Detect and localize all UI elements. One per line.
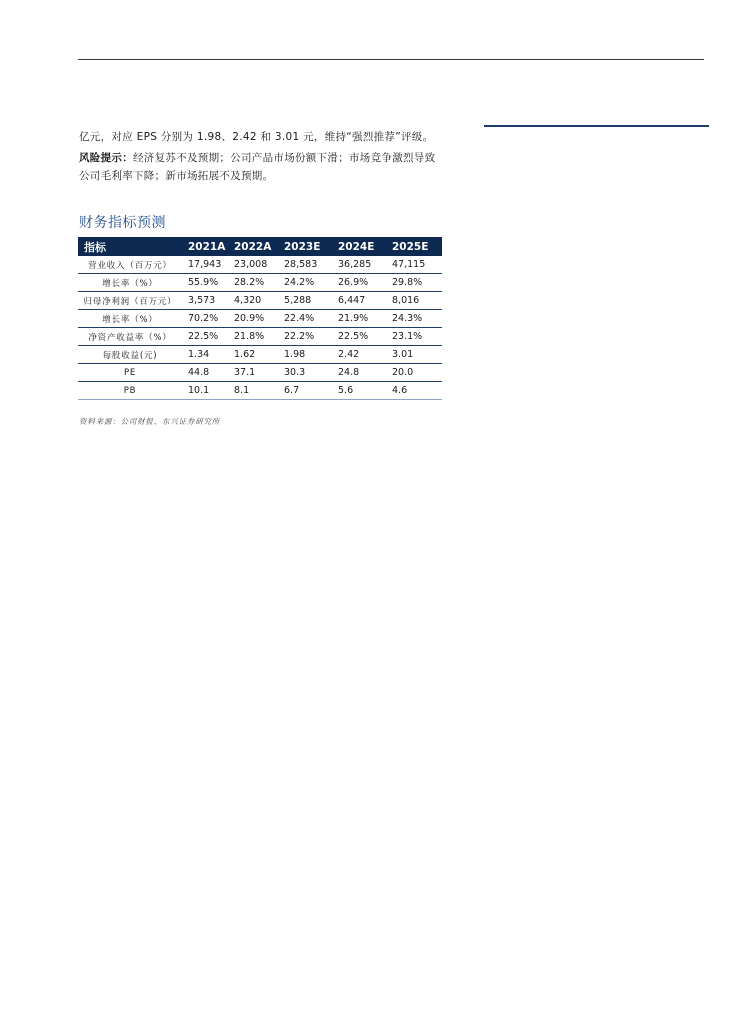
header-year: 2021A: [182, 237, 228, 256]
cell-value: 8,016: [386, 292, 442, 310]
cell-value: 55.9%: [182, 274, 228, 292]
row-label: PE: [78, 364, 182, 382]
cell-value: 4.6: [386, 382, 442, 400]
row-label: 归母净利润（百万元）: [78, 292, 182, 310]
source-note: 资料来源：公司财报、东兴证券研究所: [79, 417, 221, 426]
risk-warning-text: 经济复苏不及预期；公司产品市场份额下滑；市场竞争激烈导致: [133, 152, 436, 164]
cell-value: 44.8: [182, 364, 228, 382]
cell-value: 24.2%: [278, 274, 332, 292]
cell-value: 3.01: [386, 346, 442, 364]
cell-value: 1.62: [228, 346, 278, 364]
cell-value: 26.9%: [332, 274, 386, 292]
cell-value: 2.42: [332, 346, 386, 364]
header-year: 2025E: [386, 237, 442, 256]
table-row: [78, 274, 442, 292]
cell-value: 24.3%: [386, 310, 442, 328]
cell-value: 1.98: [278, 346, 332, 364]
row-label: 净资产收益率（%）: [78, 328, 182, 346]
row-label: 增长率（%）: [78, 310, 182, 328]
row-label: PB: [78, 382, 182, 400]
header-year: 2022A: [228, 237, 278, 256]
risk-warning-label: 风险提示：: [79, 152, 133, 164]
cell-value: 70.2%: [182, 310, 228, 328]
cell-value: 6,447: [332, 292, 386, 310]
cell-value: 3,573: [182, 292, 228, 310]
header-rule: [78, 59, 704, 60]
cell-value: 47,115: [386, 256, 442, 274]
cell-value: 22.5%: [332, 328, 386, 346]
header-year: 2024E: [332, 237, 386, 256]
cell-value: 5,288: [278, 292, 332, 310]
table-row: [78, 346, 442, 364]
cell-value: 23.1%: [386, 328, 442, 346]
sidebar-rule: [484, 125, 709, 127]
cell-value: 5.6: [332, 382, 386, 400]
cell-value: 30.3: [278, 364, 332, 382]
cell-value: 28,583: [278, 256, 332, 274]
cell-value: 36,285: [332, 256, 386, 274]
row-label: 增长率（%）: [78, 274, 182, 292]
header-year: 2023E: [278, 237, 332, 256]
cell-value: 20.9%: [228, 310, 278, 328]
table-row: [78, 310, 442, 328]
cell-value: 17,943: [182, 256, 228, 274]
cell-value: 22.5%: [182, 328, 228, 346]
cell-value: 24.8: [332, 364, 386, 382]
cell-value: 20.0: [386, 364, 442, 382]
cell-value: 29.8%: [386, 274, 442, 292]
cell-value: 22.4%: [278, 310, 332, 328]
header-indicator: 指标: [78, 237, 182, 256]
table-row: [78, 364, 442, 382]
risk-warning-line1: [79, 152, 435, 165]
table-header-row: [78, 237, 442, 256]
table-row: [78, 382, 442, 400]
cell-value: 23,008: [228, 256, 278, 274]
row-label: 每股收益(元): [78, 346, 182, 364]
risk-warning-line2: 公司毛利率下降；新市场拓展不及预期。: [79, 170, 274, 182]
cell-value: 21.8%: [228, 328, 278, 346]
table-row: [78, 256, 442, 274]
financial-forecast-table: [78, 237, 442, 400]
cell-value: 1.34: [182, 346, 228, 364]
cell-value: 10.1: [182, 382, 228, 400]
cell-value: 22.2%: [278, 328, 332, 346]
valuation-text: 亿元，对应 EPS 分别为 1.98、2.42 和 3.01 元，维持“强烈推荐”评级。: [79, 131, 434, 143]
cell-value: 6.7: [278, 382, 332, 400]
cell-value: 37.1: [228, 364, 278, 382]
table-row: [78, 292, 442, 310]
row-label: 营业收入（百万元）: [78, 256, 182, 274]
section-title: 财务指标预测: [79, 215, 166, 231]
cell-value: 4,320: [228, 292, 278, 310]
cell-value: 28.2%: [228, 274, 278, 292]
table-row: [78, 328, 442, 346]
cell-value: 21.9%: [332, 310, 386, 328]
cell-value: 8.1: [228, 382, 278, 400]
